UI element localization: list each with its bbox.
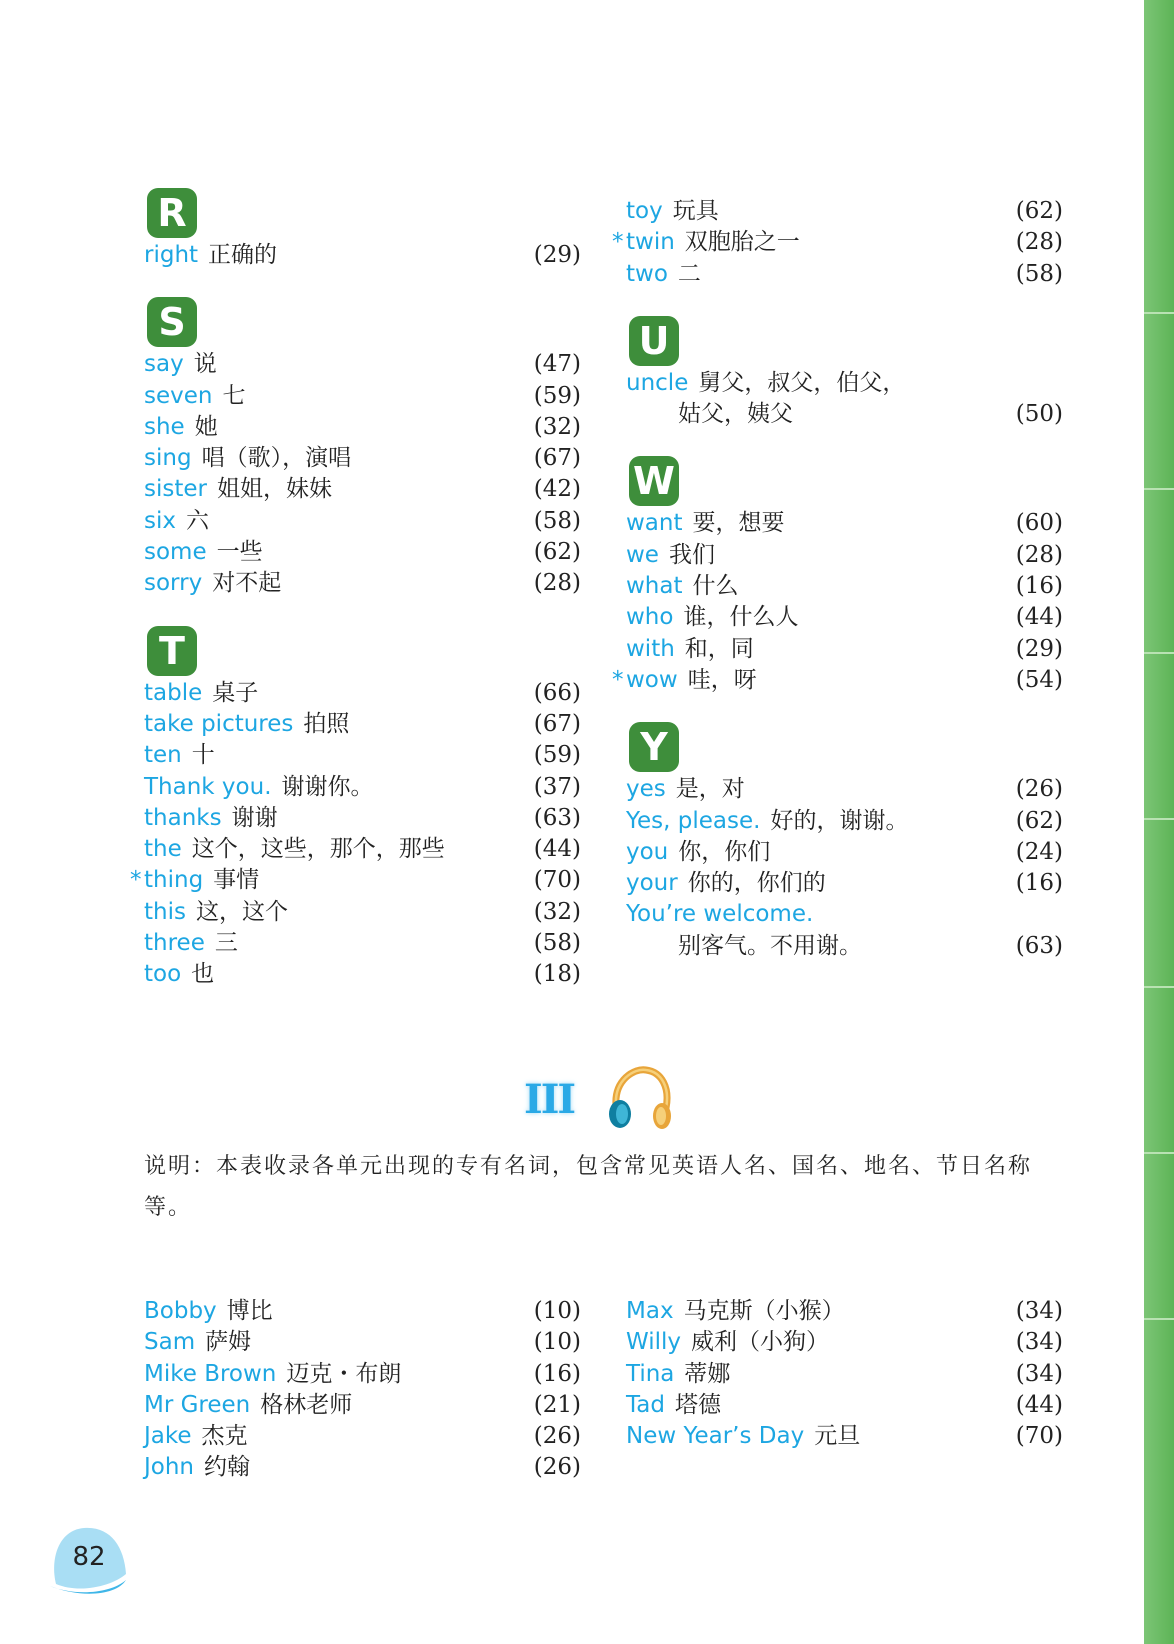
page-ref: (28) [533,570,581,597]
english-name: Tad [626,1391,665,1418]
names-column-left [144,1296,581,1484]
page-ref: (62) [533,539,581,566]
english-word: with [626,635,675,662]
english-name: Bobby [144,1298,217,1324]
page-ref: (21) [533,1391,581,1418]
page-ref: (28) [1015,541,1063,568]
page-ref: (16) [1015,870,1063,897]
page-ref: (29) [533,242,581,268]
page-ref: (29) [1015,635,1063,662]
page-ref: (47) [533,351,581,378]
chinese-meaning: 一些 [216,539,263,566]
vocab-row [626,259,1063,290]
chinese-meaning: 事情 [213,867,260,894]
chinese-name: 约翰 [204,1454,251,1481]
chinese-name: 马克斯（小猴） [683,1298,845,1324]
chinese-meaning: 是，对 [675,776,745,803]
page-ref: (34) [1015,1298,1063,1324]
names-column-right [626,1296,1063,1452]
page-ref: (44) [533,836,581,863]
page-ref: (70) [1015,1423,1063,1450]
english-word: say [144,351,184,378]
page-ref: (32) [533,413,581,440]
page-ref: (58) [1015,260,1063,287]
name-row [144,1390,581,1421]
page-ref: (10) [533,1329,581,1356]
optional-word-star: * [612,666,624,693]
page-ref: (26) [533,1423,581,1450]
chinese-meaning: 对不起 [212,570,282,597]
vocab-row [144,740,581,771]
english-name: John [144,1454,195,1481]
vocab-row-continued [626,931,1063,962]
name-row [626,1390,1063,1421]
name-row [626,1327,1063,1358]
english-word: yes [626,776,666,803]
chinese-meaning: 她 [194,413,218,440]
vocab-row [144,412,581,443]
strip-tick [1144,1318,1174,1320]
english-word: You’re welcome. [626,901,814,928]
headphones-icon [604,1062,674,1132]
letter-badge-s: S [147,297,197,347]
english-word: thing [144,867,204,894]
section-t-continued [612,196,1063,290]
english-name: Mr Green [144,1391,251,1418]
english-name: Mike Brown [144,1360,277,1387]
letter-badge-w: W [629,456,679,506]
page-ref: (16) [533,1360,581,1387]
section-s [144,297,581,599]
english-word: this [144,898,186,925]
strip-tick [1144,818,1174,820]
english-word: we [626,541,659,568]
english-word: sister [144,476,207,503]
chinese-meaning: 这，这个 [195,898,288,925]
chinese-name: 塔德 [674,1391,721,1418]
chinese-meaning: 十 [191,742,215,769]
chinese-meaning: 六 [185,507,209,534]
chinese-name: 迈克・布朗 [286,1360,402,1387]
name-row [144,1296,581,1327]
vocab-row [626,196,1063,227]
vocab-row [144,897,581,928]
english-word: some [144,539,207,566]
chinese-meaning: 舅父，叔父，伯父， [698,369,906,396]
page-ref: (50) [1015,401,1063,428]
chinese-meaning: 也 [191,961,215,988]
chinese-meaning: 哇，呀 [687,666,757,693]
chinese-name: 蒂娜 [684,1360,731,1387]
page-ref: (37) [533,773,581,800]
section-r [144,188,581,271]
vocab-row [144,678,581,709]
section-w [612,456,1063,696]
english-word: right [144,242,199,268]
letter-badge-t: T [147,626,197,676]
chinese-meaning: 这个，这些，那个，那些 [191,836,445,863]
english-word: three [144,930,205,957]
strip-tick [1144,652,1174,654]
letter-badge-y: Y [629,722,679,772]
english-word: sorry [144,570,203,597]
vocab-row [626,634,1063,665]
page-ref: (58) [533,930,581,957]
vocab-row [130,865,581,896]
english-word: too [144,961,182,988]
vocab-row [144,928,581,959]
vocab-row [626,899,1063,930]
page-ref: (63) [533,804,581,831]
english-name: Tina [626,1360,675,1387]
english-word: you [626,838,669,865]
chinese-meaning: 三 [214,930,238,957]
vocab-column-left [130,188,581,1017]
page-ref: (28) [1015,229,1063,256]
vocab-row [144,834,581,865]
chinese-meaning: 谢谢 [231,804,278,831]
english-word: Thank you. [144,773,272,800]
side-color-strip [1144,0,1174,1644]
letter-badge-u: U [629,316,679,366]
page-number-tab [50,1524,128,1596]
name-row [144,1359,581,1390]
english-word: your [626,870,678,897]
vocab-row [626,571,1063,602]
vocab-row [626,508,1063,539]
chinese-meaning: 你，你们 [678,838,771,865]
chinese-name: 威利（小狗） [691,1329,830,1356]
chinese-name: 萨姆 [205,1329,252,1356]
chinese-meaning: 谢谢你。 [281,773,374,800]
page-ref: (26) [1015,776,1063,803]
page-ref: (54) [1015,666,1063,693]
vocab-row [626,602,1063,633]
english-word: take pictures [144,710,294,737]
page-ref: (34) [1015,1329,1063,1356]
english-word: Yes, please. [626,807,761,834]
page-ref: (44) [1015,1391,1063,1418]
page-ref: (16) [1015,573,1063,600]
chinese-name: 格林老师 [260,1391,353,1418]
page-ref: (42) [533,476,581,503]
vocab-row [144,537,581,568]
chinese-meaning: 和，同 [684,635,754,662]
vocab-row [144,349,581,380]
page-ref: (58) [533,507,581,534]
english-word: uncle [626,369,689,396]
chinese-meaning: 玩具 [672,198,719,224]
page-number: 82 [72,1542,106,1572]
page-ref: (70) [533,867,581,894]
vocab-row [144,474,581,505]
english-word: table [144,679,203,706]
name-row [144,1327,581,1358]
strip-tick [1144,986,1174,988]
page-ref: (67) [533,445,581,472]
strip-tick [1144,312,1174,314]
name-row [144,1452,581,1483]
section-u [626,316,1063,431]
vocab-row [612,665,1063,696]
chinese-meaning: 我们 [668,541,715,568]
optional-word-star: * [130,867,142,894]
vocab-row [144,959,581,990]
chinese-meaning: 唱（歌），演唱 [201,445,352,472]
english-name: New Year’s Day [626,1423,805,1450]
english-word: what [626,573,683,600]
chinese-meaning: 正确的 [208,242,278,268]
vocab-row [144,568,581,599]
vocab-row [144,443,581,474]
vocab-column-right [612,196,1063,988]
page-ref: (34) [1015,1360,1063,1387]
page-ref: (59) [533,742,581,769]
chinese-meaning: 好的，谢谢。 [770,807,909,834]
english-word: the [144,836,182,863]
letter-badge-r: R [147,188,197,238]
page-ref: (18) [533,961,581,988]
chinese-meaning: 拍照 [303,710,350,737]
chinese-meaning: 什么 [692,573,739,600]
part-three-heading [524,1062,674,1132]
chinese-meaning: 桌子 [212,679,259,706]
page-ref: (24) [1015,838,1063,865]
vocab-row [626,806,1063,837]
name-row [626,1359,1063,1390]
roman-numeral-heading: III [524,1076,575,1123]
page-ref: (62) [1015,807,1063,834]
english-word: ten [144,742,182,769]
section-t [130,626,581,991]
name-row [626,1421,1063,1452]
page-ref: (63) [1015,932,1063,959]
english-word: six [144,507,176,534]
vocab-row [626,868,1063,899]
english-word: want [626,510,683,537]
english-word: seven [144,382,213,409]
strip-tick [1144,1152,1174,1154]
page-ref: (26) [533,1454,581,1481]
page-ref: (67) [533,710,581,737]
note-paragraph: 说明：本表收录各单元出现的专有名词，包含常见英语人名、国名、地名、节日名称等。 [144,1154,1033,1220]
vocab-row [626,774,1063,805]
english-word: sing [144,445,192,472]
vocab-row [144,803,581,834]
section-y [626,722,1063,962]
chinese-name: 杰克 [201,1423,248,1450]
chinese-meaning: 谁，什么人 [683,604,799,631]
page-ref: (32) [533,898,581,925]
english-name: Max [626,1298,674,1324]
page-ref: (10) [533,1298,581,1324]
english-name: Willy [626,1329,682,1356]
chinese-meaning: 二 [677,260,701,287]
english-word: she [144,413,185,440]
vocab-row [626,837,1063,868]
english-word: twin [626,229,675,256]
chinese-meaning: 别客气。不用谢。 [678,932,862,959]
vocab-row [612,227,1063,258]
english-name: Sam [144,1329,196,1356]
page-ref: (60) [1015,510,1063,537]
vocab-row [144,709,581,740]
optional-word-star: * [612,229,624,256]
page-ref: (59) [533,382,581,409]
chinese-name: 元旦 [814,1423,861,1450]
chinese-meaning: 姑父，姨父 [678,401,793,428]
chinese-name: 博比 [226,1298,273,1324]
chinese-meaning: 要，想要 [692,510,785,537]
chinese-meaning: 双胞胎之一 [684,229,800,256]
english-word: thanks [144,804,222,831]
english-word: wow [626,666,678,693]
name-row [626,1296,1063,1327]
vocab-row [144,772,581,803]
chinese-meaning: 说 [193,351,217,378]
chinese-meaning: 你的，你们的 [687,870,826,897]
vocab-row [144,240,581,271]
english-word: two [626,260,668,287]
strip-tick [1144,488,1174,490]
vocab-row [144,506,581,537]
page-ref: (66) [533,679,581,706]
vocab-row [626,368,1063,399]
english-word: toy [626,198,663,224]
vocab-row [144,381,581,412]
vocab-row [626,540,1063,571]
vocab-row-continued [626,399,1063,430]
chinese-meaning: 七 [222,382,246,409]
page-ref: (44) [1015,604,1063,631]
page-ref: (62) [1015,198,1063,224]
name-row [144,1421,581,1452]
english-name: Jake [144,1423,192,1450]
chinese-meaning: 姐姐，妹妹 [216,476,332,503]
english-word: who [626,604,674,631]
